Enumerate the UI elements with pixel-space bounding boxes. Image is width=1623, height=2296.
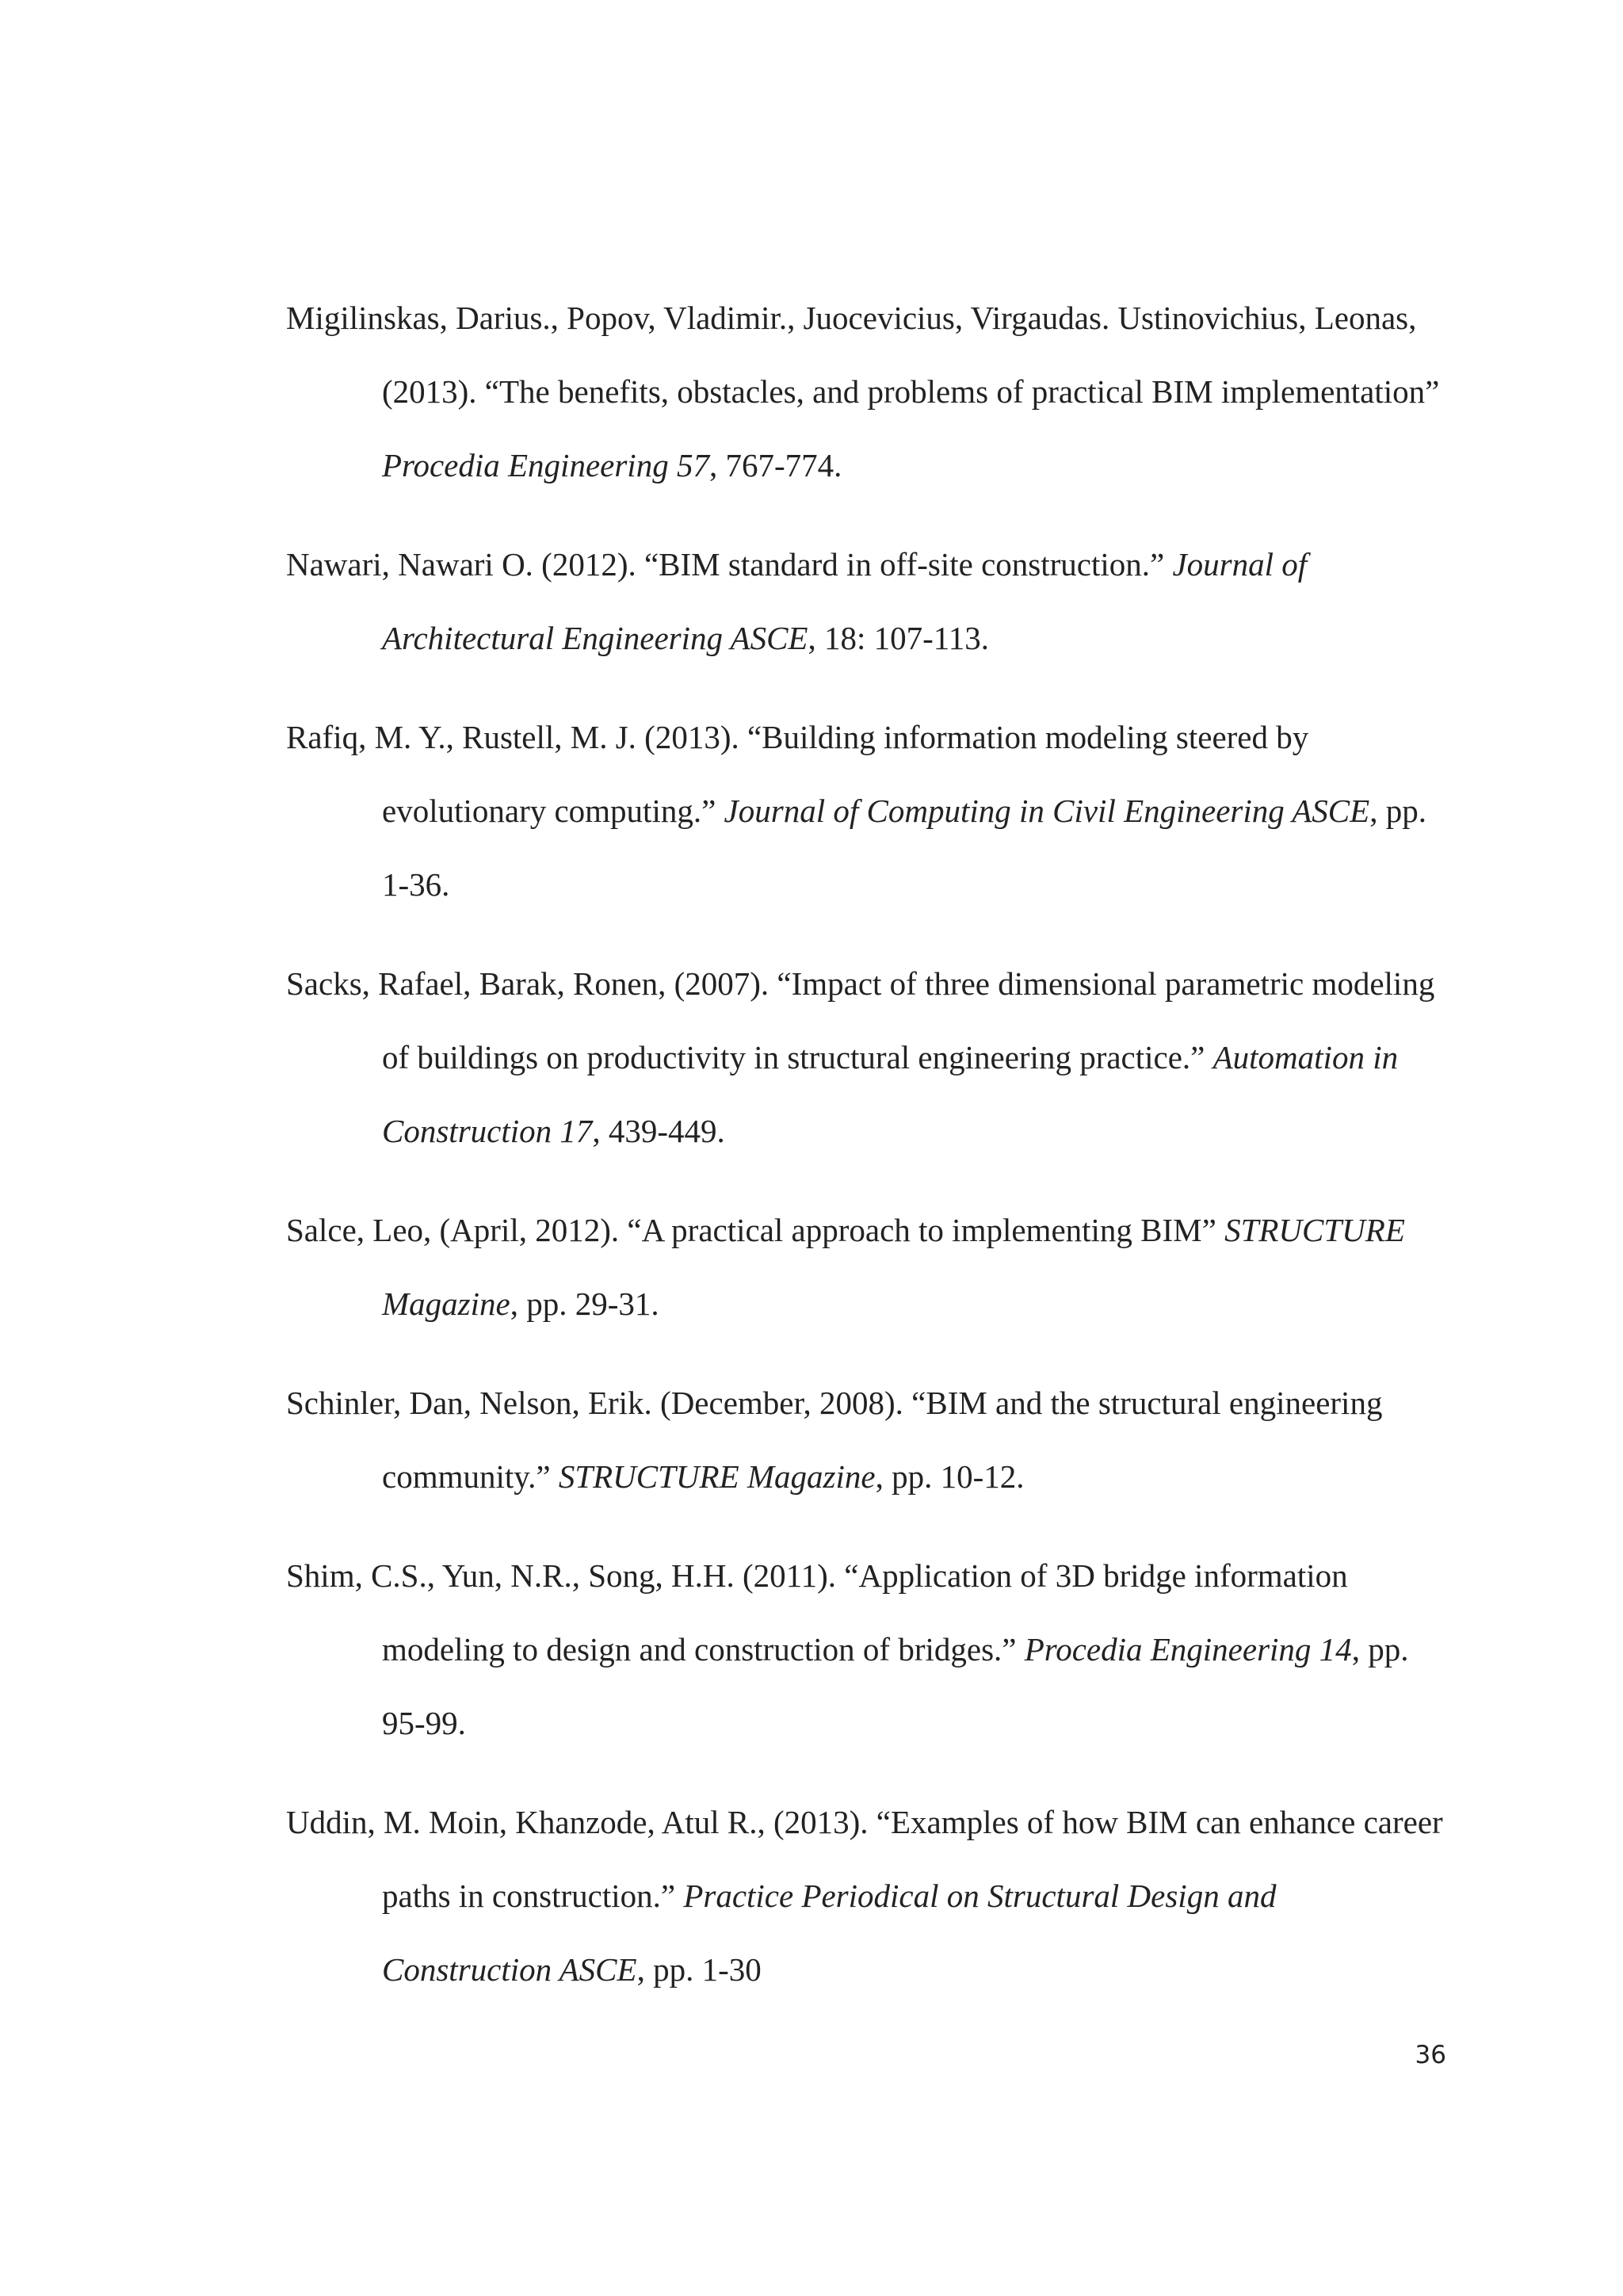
reference-entry [286, 1194, 1451, 1341]
reference-entry [286, 1539, 1451, 1760]
reference-text: Rafiq, M. Y., Rustell, M. J. (2013). “Building information modeling steered by evolutionary computing.” [286, 719, 1309, 829]
reference-source: Automation in Construction 17 [382, 1039, 1399, 1149]
reference-source: STRUCTURE Magazine [558, 1458, 876, 1495]
reference-pages: , pp. 1-30 [636, 1951, 762, 1988]
reference-entry [286, 947, 1451, 1168]
reference-text: Sacks, Rafael, Barak, Ronen, (2007). “Impact of three dimensional parametric modeling of buildings on productivity in structural engineering practice.” [286, 965, 1435, 1075]
reference-text: Migilinskas, Darius., Popov, Vladimir., Juocevicius, Virgaudas. Ustinovichius, Leonas, (2013). “The benefits, obstacles, and problems of practical BIM implementation” [286, 300, 1440, 410]
reference-entry [286, 1786, 1451, 2007]
reference-text: Schinler, Dan, Nelson, Erik. (December, 2008). “BIM and the structural engineering community.” [286, 1385, 1383, 1495]
reference-pages: , 439-449. [592, 1113, 725, 1149]
reference-pages: , 18: 107-113. [808, 620, 989, 656]
reference-entry [286, 281, 1451, 502]
reference-entry [286, 1366, 1451, 1514]
reference-source: Journal of Computing in Civil Engineering ASCE [724, 793, 1370, 829]
reference-source: Practice Periodical on Structural Design and Construction ASCE [382, 1878, 1277, 1988]
reference-source: Procedia Engineering 14 [1024, 1631, 1352, 1668]
reference-pages: , pp. 10-12. [875, 1458, 1025, 1495]
page-number: 36 [1415, 2041, 1446, 2069]
reference-text: Nawari, Nawari O. (2012). “BIM standard in off-site construction.” [286, 546, 1173, 583]
reference-pages: , pp. 95-99. [382, 1631, 1409, 1741]
reference-text: Salce, Leo, (April, 2012). “A practical approach to implementing BIM” [286, 1212, 1225, 1248]
reference-text: Uddin, M. Moin, Khanzode, Atul R., (2013). “Examples of how BIM can enhance career paths in construction.” [286, 1804, 1443, 1914]
reference-source: Procedia Engineering 57 [382, 447, 709, 483]
reference-pages: , pp. 29-31. [510, 1286, 659, 1322]
reference-text: Shim, C.S., Yun, N.R., Song, H.H. (2011). “Application of 3D bridge information modeling to design and construction of bridges.” [286, 1557, 1348, 1668]
reference-pages: , pp. 1-36. [382, 793, 1426, 903]
reference-list [286, 281, 1451, 2032]
reference-source: Journal of Architectural Engineering ASCE [382, 546, 1308, 656]
reference-pages: , 767-774. [708, 447, 842, 483]
reference-entry [286, 701, 1451, 922]
reference-entry [286, 528, 1451, 675]
reference-source: STRUCTURE Magazine [382, 1212, 1405, 1322]
